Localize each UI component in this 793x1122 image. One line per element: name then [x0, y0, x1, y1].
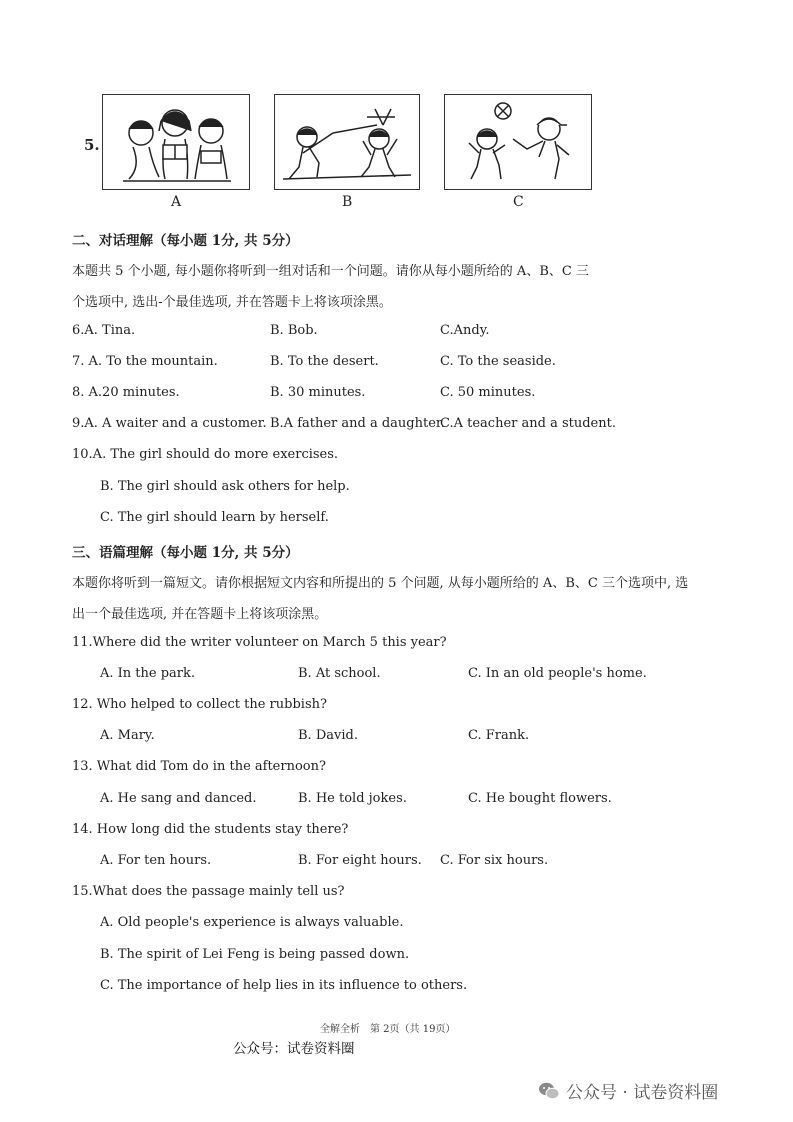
- q12-option-b: B. David.: [298, 728, 358, 743]
- q5-picture-a: [102, 94, 250, 190]
- q13-question: 13. What did Tom do in the afternoon?: [72, 759, 326, 774]
- q10-option-b: B. The girl should ask others for help.: [100, 479, 350, 494]
- q11-question: 11.Where did the writer volunteer on March 5 this year?: [72, 635, 447, 650]
- q6-option-c: C.Andy.: [440, 323, 490, 338]
- watermark-text: 公众号 · 试卷资料圈: [566, 1083, 719, 1103]
- q7-option-a: 7. A. To the mountain.: [72, 354, 218, 369]
- q5-picture-b: [274, 94, 420, 190]
- q14-option-a: A. For ten hours.: [100, 853, 212, 868]
- q5-picture-row: [70, 92, 610, 212]
- q8-option-b: B. 30 minutes.: [270, 385, 366, 400]
- q5-picture-c: [444, 94, 592, 190]
- q9-option-a: 9.A. A waiter and a customer.: [72, 416, 267, 431]
- q5-label-b: B: [342, 194, 353, 210]
- q5-label-a: A: [171, 194, 182, 210]
- q5-label-c: C: [513, 194, 524, 210]
- q13-option-a: A. He sang and danced.: [100, 791, 257, 806]
- q7-option-b: B. To the desert.: [270, 354, 379, 369]
- q10-option-a: 10.A. The girl should do more exercises.: [72, 447, 339, 462]
- q12-question: 12. Who helped to collect the rubbish?: [72, 697, 327, 712]
- q11-option-a: A. In the park.: [100, 666, 196, 681]
- section2-intro-line1: 本题共 5 个小题, 每小题你将听到一组对话和一个问题。请你从每小题所给的 A、B、C 三: [72, 264, 589, 279]
- q15-option-c: C. The importance of help lies in its influence to others.: [100, 978, 468, 993]
- children-reading-illustration: [103, 95, 249, 189]
- q11-option-b: B. At school.: [298, 666, 381, 681]
- section2-intro-line2: 个选项中, 选出-个最佳选项, 并在答题卡上将该项涂黑。: [72, 295, 392, 310]
- watermark: [538, 1078, 718, 1103]
- q14-option-c: C. For six hours.: [440, 853, 549, 868]
- q5-number: 5.: [84, 136, 100, 154]
- q14-question: 14. How long did the students stay there?: [72, 822, 349, 837]
- q6-option-b: B. Bob.: [270, 323, 318, 338]
- q13-option-c: C. He bought flowers.: [468, 791, 612, 806]
- q13-option-b: B. He told jokes.: [298, 791, 407, 806]
- children-toy-plane-illustration: [275, 95, 419, 189]
- section3-intro-line1: 本题你将听到一篇短文。请你根据短文内容和所提出的 5 个问题, 从每小题所给的 A、B、C 三个选项中, 选: [72, 576, 689, 591]
- q11-option-c: C. In an old people's home.: [468, 666, 647, 681]
- q9-option-c: C.A teacher and a student.: [440, 416, 616, 431]
- page-footer: 全解全析 第 2页（共 19页）: [320, 1024, 456, 1035]
- account-label: 公众号：试卷资料圈: [233, 1041, 355, 1057]
- wechat-icon: [538, 1081, 560, 1101]
- q8-option-a: 8. A.20 minutes.: [72, 385, 180, 400]
- section2-heading: 二、对话理解（每小题 1分, 共 5分）: [72, 233, 299, 249]
- q6-option-a: 6.A. Tina.: [72, 323, 136, 338]
- section3-intro-line2: 出一个最佳选项, 并在答题卡上将该项涂黑。: [72, 607, 328, 622]
- section3-heading: 三、语篇理解（每小题 1分, 共 5分）: [72, 545, 299, 561]
- children-football-illustration: [445, 95, 591, 189]
- q12-option-a: A. Mary.: [100, 728, 155, 743]
- q8-option-c: C. 50 minutes.: [440, 385, 536, 400]
- q9-option-b: B.A father and a daughter.: [270, 416, 445, 431]
- q15-question: 15.What does the passage mainly tell us?: [72, 884, 345, 899]
- q7-option-c: C. To the seaside.: [440, 354, 556, 369]
- q14-option-b: B. For eight hours.: [298, 853, 422, 868]
- q10-option-c: C. The girl should learn by herself.: [100, 510, 329, 525]
- q12-option-c: C. Frank.: [468, 728, 530, 743]
- q15-option-b: B. The spirit of Lei Feng is being passed down.: [100, 947, 410, 962]
- q15-option-a: A. Old people's experience is always valuable.: [100, 915, 404, 930]
